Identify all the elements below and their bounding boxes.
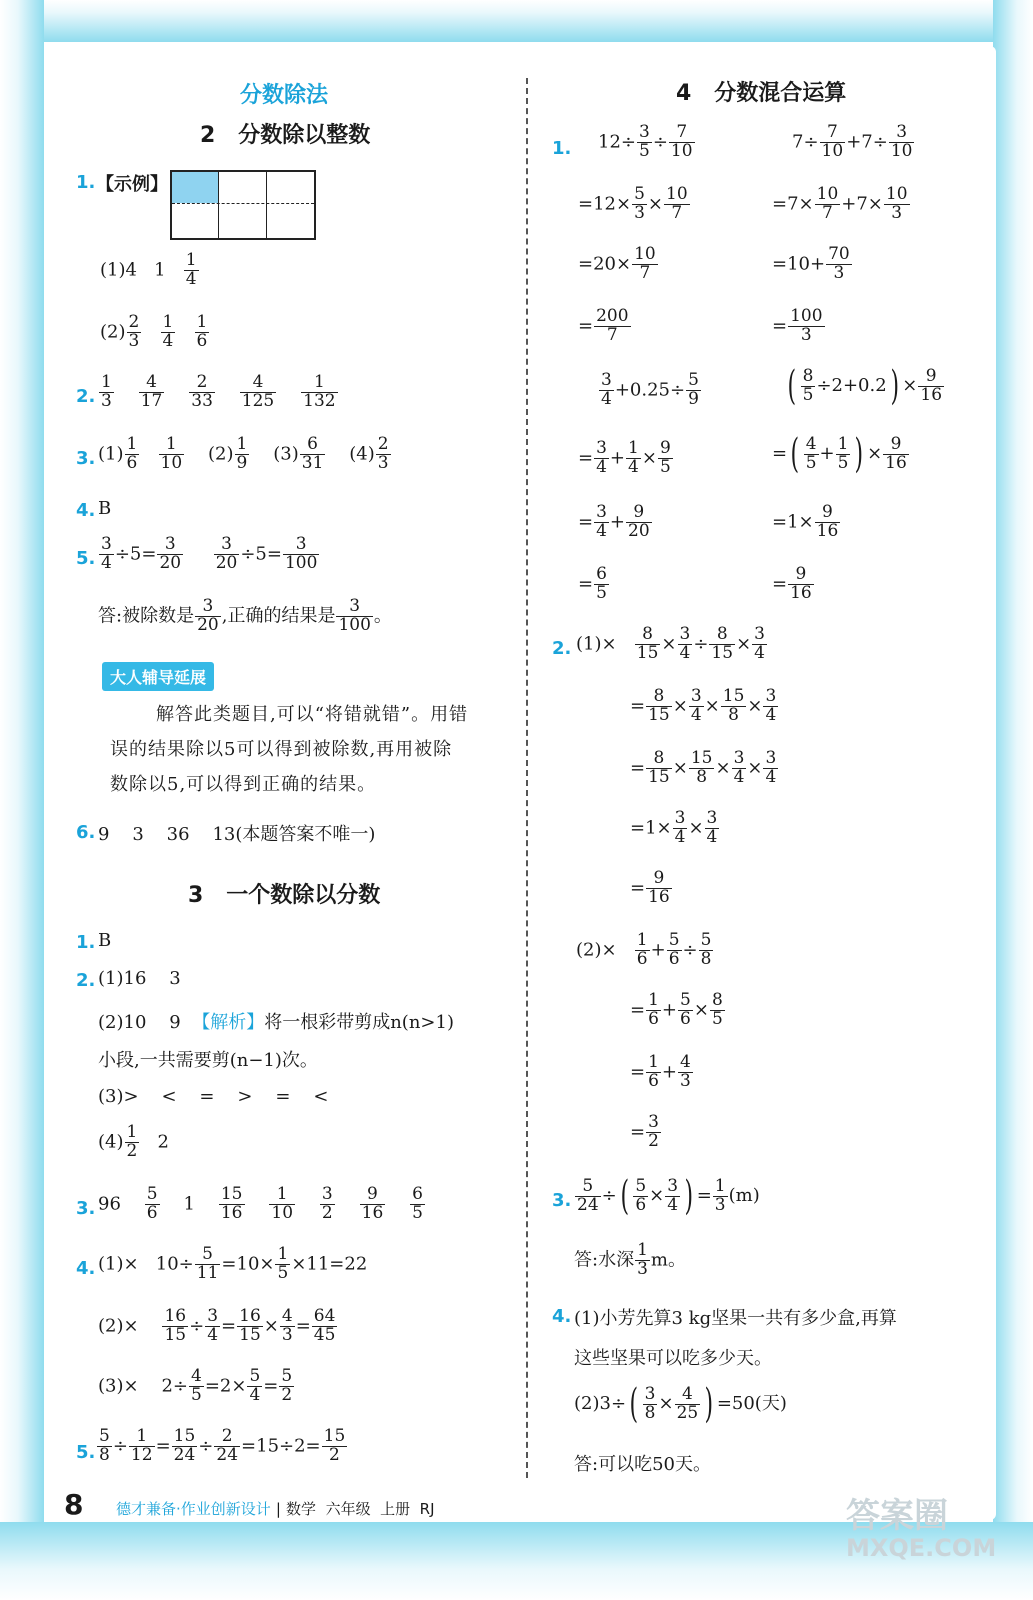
tip-line-3: 数除以5,可以得到正确的结果。: [110, 774, 377, 795]
s3-q2-part2: (2)10 9 【解析】将一根彩带剪成n(n>1): [98, 1012, 454, 1033]
calc-a-line4: = $\frac{200}{7}$: [578, 306, 629, 345]
r-q4-answer: 答:可以吃50天。: [574, 1454, 711, 1475]
calc-a-line3: =20× $\frac{10}{7}$: [578, 244, 656, 283]
page-number: 8: [64, 1488, 84, 1521]
r-q2-p1-line4: =1× $\frac{3}{4}$ × $\frac{3}{4}$: [630, 808, 718, 847]
q1-part2: (2) $\frac{2}{3}$ $\frac{1}{4}$ $\frac{1}{6}$: [100, 312, 208, 351]
s3-q5-number: 5.: [76, 1442, 96, 1463]
r-q3-equation: $\frac{5}{24}$ ÷( $\frac{5}{6}$ × $\frac{3}{4}$ ) = $\frac{1}{3}$ (m): [577, 1173, 760, 1219]
calc-b-line3: =10+ $\frac{70}{3}$: [772, 244, 850, 283]
r-q2-p1-line2: = $\frac{8}{15}$ × $\frac{3}{4}$ × $\frac{15}{8}$ × $\frac{3}{4}$: [630, 686, 777, 725]
section-3-title: 3 一个数除以分数: [188, 883, 381, 908]
s3-q2-part4: (4) $\frac{1}{2}$ 2: [98, 1122, 169, 1161]
calc-d-line3: =1× $\frac{9}{16}$: [772, 502, 839, 541]
r-q3-answer: 答:水深 $\frac{1}{3}$ m。: [574, 1240, 686, 1279]
r-q2-p2-line3: = $\frac{1}{6}$ + $\frac{4}{3}$: [630, 1052, 691, 1091]
watermark-logo: 答案圈: [846, 1496, 948, 1536]
grid-line: [172, 203, 314, 204]
calc-a-line1: 12÷ $\frac{3}{5}$ ÷ $\frac{7}{10}$: [598, 122, 693, 161]
s3-q2-explain: 小段,一共需要剪(n−1)次。: [98, 1050, 318, 1071]
q4-number: 4.: [76, 500, 96, 521]
s3-q1-answer: B: [98, 930, 112, 951]
tip-line-2: 误的结果除以5可以得到被除数,再用被除: [110, 739, 453, 760]
calc-c-line4: = $\frac{6}{5}$: [578, 564, 607, 603]
calc-a-line2: =12× $\frac{5}{3}$ × $\frac{10}{7}$: [578, 184, 688, 223]
q5-equations: $\frac{3}{4}$ ÷5= $\frac{3}{20}$ $\frac{3}{20}$ ÷5= $\frac{3}{100}$: [101, 534, 318, 573]
example-grid: [170, 170, 316, 240]
q5-answer: 答:被除数是 $\frac{3}{20}$ ,正确的结果是 $\frac{3}{100}$ 。: [98, 596, 392, 635]
section-4-title: 4 分数混合运算: [676, 81, 847, 106]
grid-line: [266, 172, 267, 238]
page-border-right: [993, 0, 1033, 1600]
r-q1-number: 1.: [552, 138, 572, 159]
calc-d-line4: = $\frac{9}{16}$: [772, 564, 812, 603]
r-q2-p1-line1: (1)× $\frac{8}{15}$ × $\frac{3}{4}$ ÷ $\frac{8}{15}$ × $\frac{3}{4}$: [576, 624, 765, 663]
calc-b-line4: = $\frac{100}{3}$: [772, 306, 823, 345]
s3-q3-answers: 96 $\frac{5}{6}$ 1 $\frac{15}{16}$ $\frac{1}{10}$ $\frac{3}{2}$ $\frac{9}{16}$ $\frac{6}{5}$: [98, 1184, 423, 1223]
column-divider: [526, 78, 528, 1478]
calc-b-line1: 7÷ $\frac{7}{10}$ +7÷ $\frac{3}{10}$: [792, 122, 913, 161]
r-q2-p2-line1: (2)× $\frac{1}{6}$ + $\frac{5}{6}$ ÷ $\frac{5}{8}$: [576, 930, 712, 969]
q6-number: 6.: [76, 822, 96, 843]
s3-q2-part1: (1)16 3: [98, 968, 181, 989]
calc-c-line3: = $\frac{3}{4}$ + $\frac{9}{20}$: [578, 502, 650, 541]
s3-q4-number: 4.: [76, 1258, 96, 1279]
q1-part1: (1)4 1 $\frac{1}{4}$: [100, 250, 197, 289]
s3-q2-part3: (3)> < = > = <: [98, 1086, 329, 1107]
q3-answers: (1) $\frac{1}{6}$ $\frac{1}{10}$ (2) $\frac{1}{9}$ (3) $\frac{6}{31}$ (4) $\frac{2}{3}$: [98, 434, 389, 473]
watermark-url: MXQE.COM: [846, 1534, 997, 1562]
r-q4-line1: (1)小芳先算3 kg坚果一共有多少盒,再算: [574, 1308, 897, 1329]
s3-q4-part1: (1)× 10÷ $\frac{5}{11}$ =10× $\frac{1}{5}$ ×11=22: [98, 1244, 368, 1283]
calc-d-line2: =( $\frac{4}{5}$ + $\frac{1}{5}$ ) × $\frac{9}{16}$: [772, 431, 907, 477]
r-q4-number: 4.: [552, 1306, 572, 1327]
calc-c-line1: $\frac{3}{4}$ +0.25÷ $\frac{5}{9}$: [601, 370, 699, 409]
q3-number: 3.: [76, 448, 96, 469]
s3-q4-part3: (3)× 2÷ $\frac{4}{5}$ =2× $\frac{5}{4}$ = $\frac{5}{2}$: [98, 1366, 293, 1405]
grid-line: [218, 172, 219, 238]
section-2-title: 2 分数除以整数: [200, 123, 371, 148]
r-q3-number: 3.: [552, 1190, 572, 1211]
shaded-cell: [172, 172, 218, 203]
q2-answers: $\frac{1}{3}$ $\frac{4}{17}$ $\frac{2}{33}$ $\frac{4}{125}$ $\frac{1}{132}$: [101, 372, 336, 411]
r-q4-line3: (2)3÷( $\frac{3}{8}$ × $\frac{4}{25}$ ) =50(天): [574, 1381, 787, 1427]
r-q2-p1-line3: = $\frac{8}{15}$ × $\frac{15}{8}$ × $\frac{3}{4}$ × $\frac{3}{4}$: [630, 748, 777, 787]
r-q2-p2-line2: = $\frac{1}{6}$ + $\frac{5}{6}$ × $\frac{8}{5}$: [630, 990, 723, 1029]
calc-c-line2: = $\frac{3}{4}$ + $\frac{1}{4}$ × $\frac{9}{5}$: [578, 438, 671, 477]
q2-number: 2.: [76, 386, 96, 407]
r-q4-line2: 这些坚果可以吃多少天。: [574, 1348, 772, 1369]
calc-d-line1: ( $\frac{8}{5}$ ÷2+0.2) × $\frac{9}{16}$: [787, 363, 943, 409]
q6-answer: 9 3 36 13(本题答案不唯一): [98, 824, 376, 845]
q4-answer: B: [98, 498, 112, 519]
footer-info: 德才兼备·作业创新设计 | 数学 六年级 上册 RJ: [116, 1500, 435, 1518]
s3-q4-part2: (2)× $\frac{16}{15}$ ÷ $\frac{3}{4}$ = $\frac{16}{15}$ × $\frac{4}{3}$ = $\frac{64}{45}$: [98, 1306, 336, 1345]
s3-q5-equation: $\frac{5}{8}$ ÷ $\frac{1}{12}$ = $\frac{15}{24}$ ÷ $\frac{2}{24}$ =15÷2= $\frac{15}{2}$: [99, 1426, 346, 1465]
q1-number: 1.: [76, 172, 96, 193]
chapter-title: 分数除法: [240, 83, 329, 108]
s3-q2-number: 2.: [76, 970, 96, 991]
calc-b-line2: =7× $\frac{10}{7}$ +7× $\frac{10}{3}$: [772, 184, 908, 223]
q5-number: 5.: [76, 548, 96, 569]
tip-badge: 大人辅导延展: [102, 662, 214, 691]
tip-line-1: 解答此类题目,可以“将错就错”。用错: [156, 704, 469, 725]
s3-q3-number: 3.: [76, 1198, 96, 1219]
page-border-top: [0, 0, 1033, 42]
q1-example-label: 【示例】: [96, 174, 168, 195]
r-q2-p2-line4: = $\frac{3}{2}$: [630, 1112, 659, 1151]
page-border-left: [0, 0, 44, 1600]
s3-q1-number: 1.: [76, 932, 96, 953]
r-q2-p1-line5: = $\frac{9}{16}$: [630, 868, 670, 907]
r-q2-number: 2.: [552, 638, 572, 659]
